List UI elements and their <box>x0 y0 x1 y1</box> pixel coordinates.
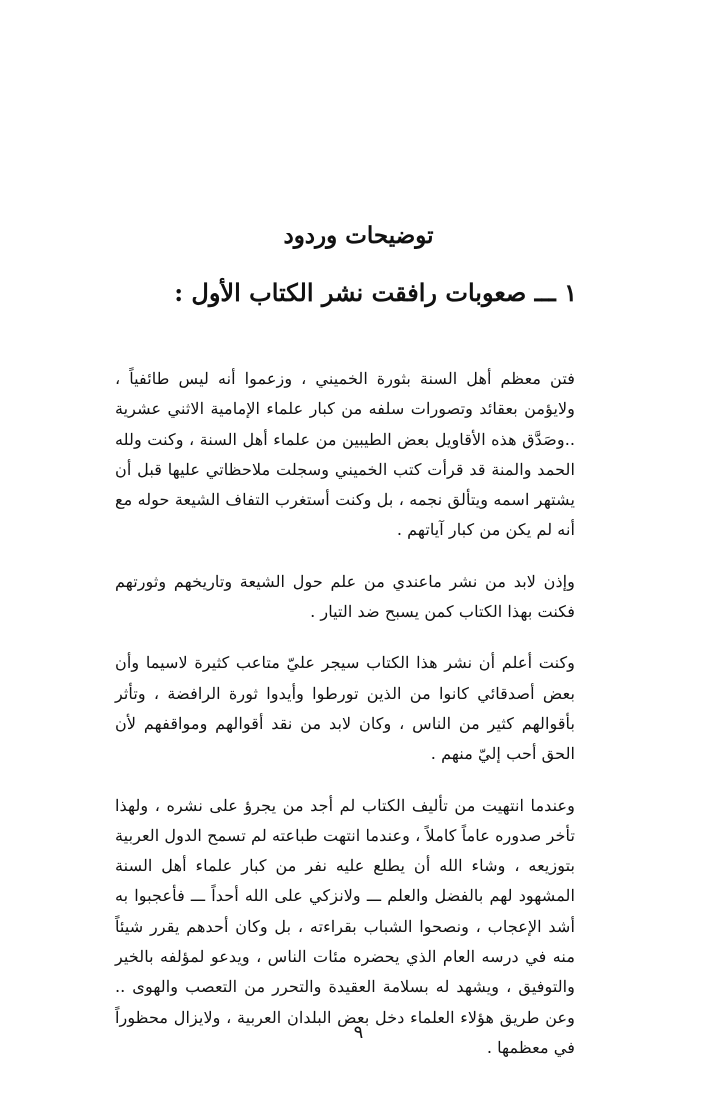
body-text <box>115 364 575 1063</box>
subheading: ١ ـــ صعوبات رافقت نشر الكتاب الأول : <box>174 278 577 307</box>
paragraph-4: وعندما انتهيت من تأليف الكتاب لم أجد من يجرؤ على نشره ، ولهذا تأخر صدوره عاماً كاملاً ، وعندما انتهت طباعته لم تسمح الدول العربية بتوزيعه ، وشاء الله أن يطلع عليه نفر من كبار علماء أهل السنة المشهود لهم بالفضل والعلم ـــ ولانزكي على الله أحداً ـــ فأعجبوا به أشد الإعجاب ، ونصحوا الشباب بقراءته ، بل وكان أحدهم يقرر شيئاً منه في درسه العام الذي يحضره مئات الناس ، ويدعو لمؤلفه بالخير والتوفيق ، ويشهد له بسلامة العقيدة والتحرر من التعصب والهوى .. وعن طريق هؤلاء العلماء دخل بعض البلدان العربية ، ولايزال محظوراً في معظمها . <box>115 795 575 1057</box>
paragraph-2: وإذن لابد من نشر ماعندي من علم حول الشيعة وتاريخهم وثورتهم فكنت بهذا الكتاب كمن يسبح ضد التيار . <box>115 571 575 622</box>
paragraph-3: وكنت أعلم أن نشر هذا الكتاب سيجر عليّ متاعب كثيرة لاسيما وأن بعض أصدقائي كانوا من الذين تورطوا وأيدوا ثورة الرافضة ، وتأثر بأقوالهم كثير من الناس ، وكان لابد من نقد أقوالهم ومواقفهم لأن الحق أحب إليّ منهم . <box>115 653 575 764</box>
paragraph-1: فتن معظم أهل السنة بثورة الخميني ، وزعموا أنه ليس طائفياً ، ولايؤمن بعقائد وتصورات سلفه من كبار علماء الإمامية الاثني عشرية ..وصَدَّق هذه الأقاويل بعض الطيبين من علماء أهل السنة ، وكنت ولله الحمد والمنة قد قرأت كتب الخميني وسجلت ملاحظاتي عليها قبل أن يشتهر اسمه ويتألق نجمه ، بل وكنت أستغرب التفاف الشيعة حوله مع أنه لم يكن من كبار آياتهم . <box>115 369 575 540</box>
section-title: توضيحات وردود <box>283 222 434 249</box>
page-number: ٩ <box>353 1022 364 1043</box>
